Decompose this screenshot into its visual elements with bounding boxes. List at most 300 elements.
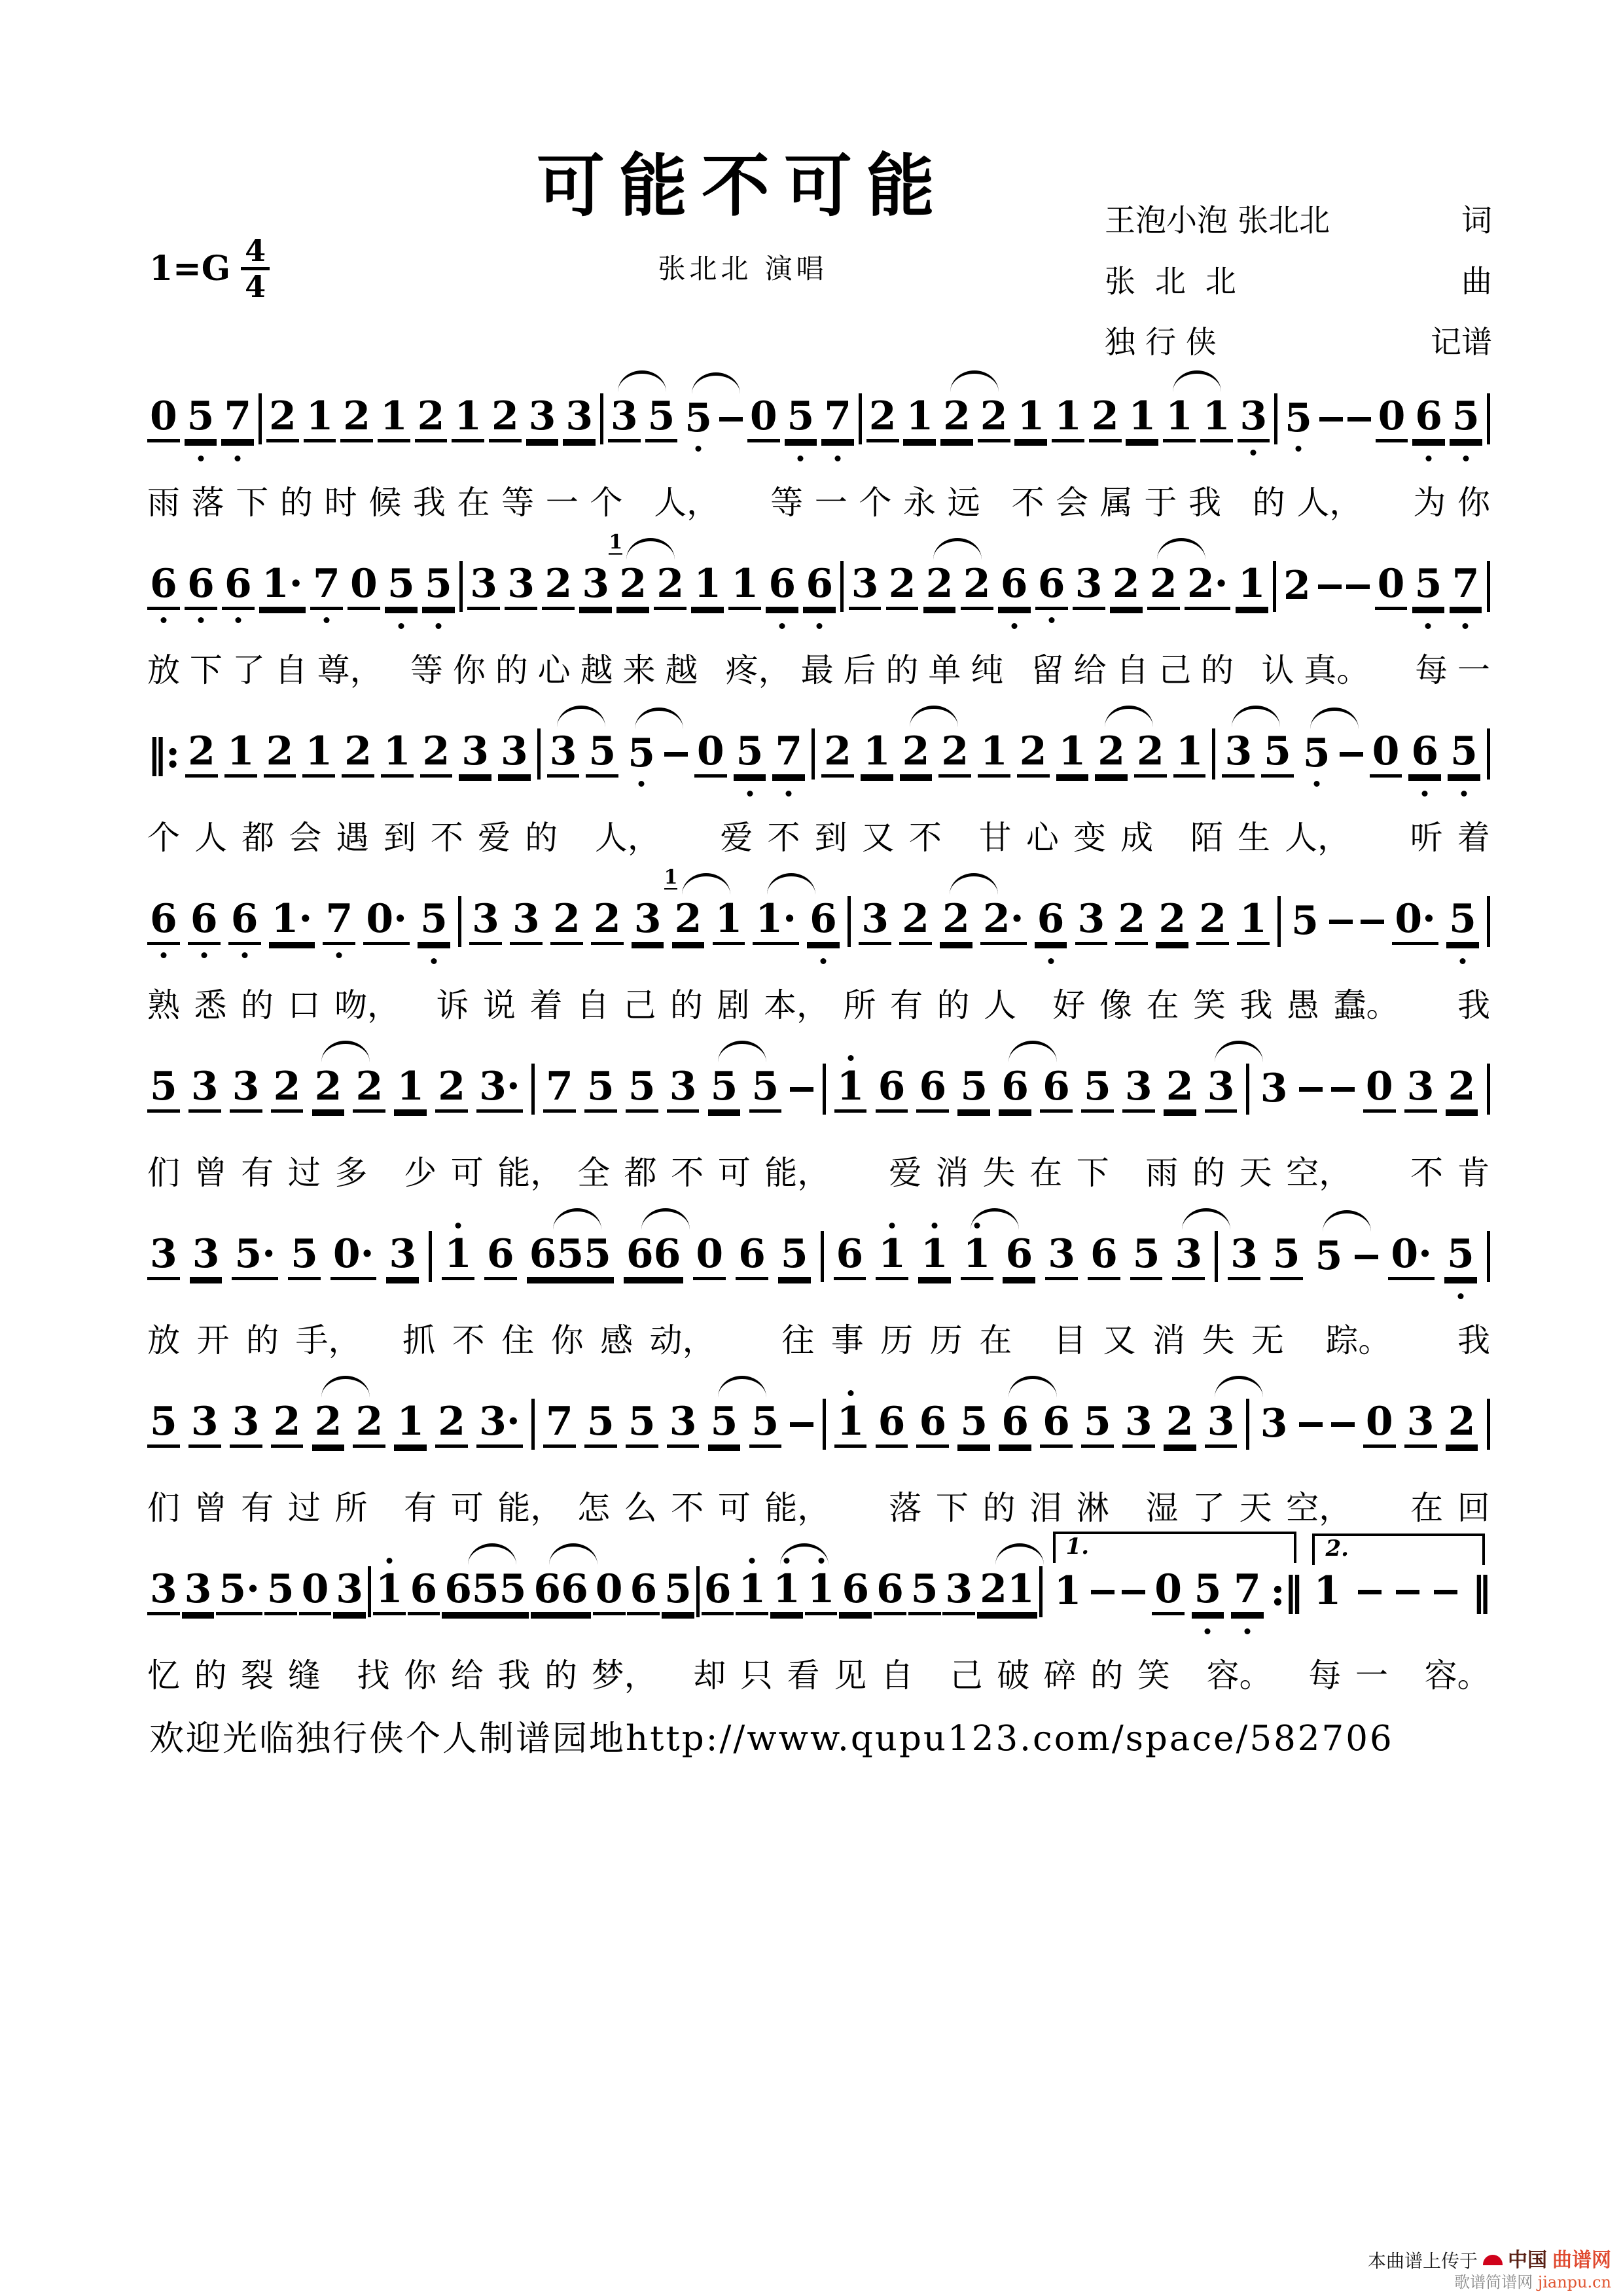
note [147,1233,180,1280]
note-digit: 1 [383,728,411,774]
note [299,1568,332,1615]
note-digit: 6 [1000,561,1028,607]
note-digit: 2 [1019,728,1047,774]
second-underline [422,610,455,613]
note-digit: 0 [595,1566,623,1612]
note [484,1233,517,1280]
note-digit: 1 [444,1231,472,1277]
note [505,563,537,610]
lyric-char: 着 [529,987,563,1024]
note-digit: 0 [150,393,177,439]
second-underline [1450,610,1482,613]
note [778,1233,811,1280]
slur-arc [1157,538,1205,560]
note-digit: 1 [1166,393,1193,439]
note [1115,898,1148,945]
lyric-char [334,1657,343,1695]
second-underline [766,610,798,613]
note-digit: 5 [710,1064,738,1109]
note-digit: 1 [807,1566,835,1612]
note-digit: 6 [486,1231,514,1277]
note-digit: 6 [1001,1399,1029,1444]
measure-segment [147,866,1490,947]
note [469,898,502,945]
lyric-char: 破 [997,1657,1030,1694]
note [1014,395,1047,442]
note [708,1401,741,1448]
note-digit: 1 [878,1231,906,1277]
note [923,563,956,610]
note-digit: 7 [546,1399,573,1444]
note-digit: 5 [420,896,448,942]
note-digit: 3 [470,561,498,607]
lyric-char: 容。 [1424,1657,1490,1694]
slur-arc [718,1041,766,1062]
lyric-char: 又 [861,819,895,856]
note [627,1568,660,1615]
note [188,1401,221,1448]
octave-dot-low [1463,456,1469,461]
slur-arc [618,370,666,392]
barline [1246,1399,1249,1450]
note-digit: 1 [773,1566,800,1612]
lyric-char: 的 [241,987,274,1024]
barline [1039,1566,1043,1617]
octave-dot-low [1459,958,1465,964]
lyric-char: 消 [935,1155,969,1191]
lyric-char: 失 [1202,1322,1235,1359]
note-digit: 1 [863,728,891,774]
note [908,1568,941,1615]
barline [1277,896,1281,947]
duration-dash [1331,1087,1355,1092]
note [1404,1066,1437,1113]
lyric-char: 有 [241,1155,274,1191]
note [691,563,724,610]
measure-segment [147,1566,1043,1617]
lyric-char: 等 [501,484,535,521]
notation-line [147,1389,1490,1460]
note-digit: 5 [1414,561,1442,607]
note-digit: 3 [851,561,879,607]
repeat-barline: :‖ [1270,1569,1302,1615]
lyric-char: 爱 [477,819,510,856]
lyric-char: 单 [928,652,961,689]
lyric-char: 在 [1146,987,1179,1024]
note-digit: 2 [1149,561,1177,607]
note-digit: 2 [656,561,685,607]
note-digit: 6 [704,1566,732,1612]
watermark [1368,2248,1611,2293]
watermark-logo-rest: 曲谱网 [1552,2248,1611,2272]
note [1289,897,1321,944]
note-digit: 5 [780,1231,808,1277]
note-digit: 6 [230,896,259,942]
note-digit: 2 [980,393,1008,439]
lyric-char: 认 [1261,652,1294,689]
lyric-char: 能， [497,1155,563,1191]
note [1040,1066,1073,1113]
note [147,395,180,442]
lyric-char: 不 [767,819,800,856]
duration-dash [1358,1590,1382,1594]
lyric-char: 下 [1076,1155,1109,1191]
note-digit: 3 [1124,1064,1152,1109]
note [489,395,522,442]
note-digit: 5 [150,1399,177,1444]
note [542,563,575,610]
note [593,1568,626,1615]
octave-dot-low [323,617,329,623]
second-underline [1450,442,1482,446]
second-underline [616,610,649,613]
note-digit: 0 [1377,561,1405,607]
lyric-char [927,1657,936,1695]
note [839,1568,872,1615]
note [147,1401,180,1448]
note-digit: 0· [1395,896,1436,942]
note [330,1233,377,1280]
watermark-logo-cn: 中国 [1508,2248,1547,2272]
note [386,1233,419,1280]
note [304,395,336,442]
note [147,1066,180,1113]
second-underline [977,1615,1037,1619]
octave-dot-low [1426,456,1432,461]
lyrics-line [147,1649,1490,1696]
note [147,898,180,945]
lyric-char: 越 [580,652,613,689]
note-digit: 6 [842,1566,870,1612]
lyric-char: 着 [1457,819,1490,856]
lyric-char: 见 [834,1657,867,1694]
composer-credit [1105,257,1492,301]
key-time-signature [149,233,270,304]
note-digit: 5 [1315,1232,1343,1279]
note-digit: 5 [1084,1399,1111,1444]
note-digit: 2 [273,1399,301,1444]
note-digit: 5 [425,561,452,607]
slur-arc [767,873,815,895]
slur-arc [1182,1208,1230,1230]
note [821,395,854,442]
note-digit: 1 [306,393,334,439]
note [1052,395,1084,442]
note [1370,730,1402,778]
note-digit: 2 [1448,1064,1476,1109]
note-digit: 5 [1285,395,1312,441]
note-digit: 1 [1240,896,1267,942]
lyric-char: 历 [929,1322,963,1359]
note-digit: 1· [755,896,797,942]
note [821,730,854,778]
note [1052,1570,1084,1614]
note [1375,563,1408,610]
note-digit: 1 [1058,728,1086,774]
second-underline [998,610,1031,613]
note-digit: 5 [150,1064,177,1109]
note [1126,395,1158,442]
lyric-char: 只 [740,1657,773,1694]
second-underline [498,778,531,781]
barline [696,1566,700,1617]
note [527,1233,614,1280]
lyric-char: 我 [1188,484,1222,521]
second-underline [1014,442,1047,446]
note-digit: 3 [512,896,540,942]
octave-dot-low [336,952,342,958]
note [803,563,836,610]
note-digit: 5 [710,1399,738,1444]
note-digit: 3 [150,1566,177,1612]
note [353,1401,385,1448]
lyric-char: 一 [545,484,579,521]
barline [812,728,815,780]
lyric-char: 口 [287,987,321,1024]
lyric-char: 过 [287,1490,321,1526]
barline [1212,728,1215,780]
barline [1215,1231,1218,1282]
note [190,1233,223,1280]
note [394,1401,427,1448]
duration-dash [1122,1590,1145,1594]
note [232,1233,278,1280]
note [1446,1066,1478,1113]
note [942,1568,975,1615]
note [312,1401,345,1448]
score-line [147,346,1490,521]
second-underline [386,1280,419,1283]
note-digit: 6 [768,561,796,607]
lyric-char: 住 [501,1322,535,1359]
note [999,1401,1031,1448]
lyric-char: 心 [1026,819,1059,856]
measure-segment [147,1399,1490,1450]
note-digit: 6 [1005,1231,1033,1277]
lyric-char: 了 [1192,1490,1226,1526]
lyric-char: 无 [1251,1322,1284,1359]
note [498,730,531,778]
note [1222,730,1255,778]
lyric-char: 看 [787,1657,820,1694]
watermark-site-name: 歌谱简谱网 [1454,2273,1533,2291]
lyric-char: 的 [982,1490,1016,1526]
lyric-char: 在 [1410,1490,1444,1526]
note [1172,1233,1205,1280]
note [998,563,1031,610]
lyric-char: 可 [717,1155,751,1191]
lyric-char: 纯 [971,652,1004,689]
transcriber-role: 记谱 [1431,325,1492,361]
note [1205,1401,1238,1448]
lyric-char: 能， [497,1490,563,1526]
note [584,1401,617,1448]
second-underline [1412,610,1445,613]
duration-dash [790,1087,813,1092]
note-digit: 1 [836,1064,865,1109]
repeat-barline: ‖: [147,731,179,777]
lyric-char: 己 [623,987,656,1024]
note [230,1066,262,1113]
note-digit: 7 [312,561,340,607]
note-digit: 5 [685,395,712,441]
note [312,1066,345,1113]
note [693,1233,726,1280]
notation-line [147,866,1490,957]
note [348,563,380,610]
second-underline [312,1448,345,1451]
note [682,397,715,441]
lyric-char: 的 [1252,484,1285,521]
note [185,395,217,442]
note-digit: 6 [806,561,834,607]
barline [458,896,461,947]
note-digit: 3 [1406,1064,1435,1109]
note-digit: 7 [775,728,803,774]
note-digit: 0 [696,728,724,774]
note [264,730,296,778]
second-underline [999,1448,1031,1451]
note-digit: 5 [1264,728,1291,774]
lyric-char: 历 [880,1322,914,1359]
second-underline [957,1448,990,1451]
octave-dot-high [455,1223,461,1229]
note [874,1568,906,1615]
octave-dot-low [696,446,702,452]
note [452,395,484,442]
second-underline [1095,778,1128,781]
lyric-char: 手， [295,1322,361,1359]
note [353,1066,385,1113]
note [415,395,448,442]
note [543,1401,576,1448]
note-digit: 0 [1372,728,1400,774]
second-underline [442,1615,529,1619]
note [476,1066,523,1113]
lyric-char: 能， [764,1155,830,1191]
lyric-char: 人， [1296,484,1363,521]
lyric-char: 雨 [1145,1155,1179,1191]
note-digit: 2 [552,896,580,942]
note-digit: 5 [664,1566,692,1612]
note-digit: 3 [192,1231,220,1277]
lyric-char: 目 [1053,1322,1086,1359]
note-digit: 3 [1260,1065,1288,1111]
note [224,730,257,778]
note [900,730,933,778]
barline [537,728,541,780]
note [591,898,624,945]
lyric-char: 回 [1457,1490,1490,1526]
slur-arc [1008,1041,1057,1062]
note-digit: 1 [305,728,333,774]
lyric-char: 消 [1152,1322,1185,1359]
lyric-char: 找 [357,1657,390,1694]
note-digit: 5 [1450,728,1478,774]
note-digit: 6 [150,561,177,607]
barline [1487,1064,1490,1115]
note [271,1401,304,1448]
note-digit: 6 [1037,896,1065,942]
note [1040,1401,1073,1448]
note [420,730,453,778]
singer-credit: 张北北 演唱 [658,253,828,285]
second-underline [1408,778,1441,781]
slur-arc [1232,706,1280,727]
note-digit: 2 [1097,728,1125,774]
lyric-char: 往 [781,1322,815,1359]
note [147,1568,180,1615]
note-digit: 3 [549,728,577,774]
octave-dot-low [1457,1293,1463,1299]
slur-arc [1310,708,1359,729]
barline [368,1566,371,1617]
note-digit: 5 [1084,1064,1111,1109]
slur-arc [635,708,683,729]
lyric-char: 不 [671,1490,704,1526]
lyric-char: 尊， [317,652,383,689]
note-digit: 0 [1365,1399,1393,1444]
note-digit: 6 [1411,728,1439,774]
second-underline [418,945,450,948]
note-digit: 2 [888,561,916,607]
note-digit: 5 [1272,1231,1300,1277]
note [886,563,919,610]
lyric-char: 自 [880,1657,914,1694]
lyric-char: 事 [830,1322,864,1359]
note [849,563,882,610]
lyric-char: 愚 [1287,987,1319,1024]
note-digit: 2 [343,393,371,439]
note-digit: 7 [546,1064,573,1109]
lyric-char: 属 [1099,484,1133,521]
note [624,1233,684,1280]
note-digit: 3 [1075,561,1103,607]
volta-segment [1311,1535,1490,1615]
note-digit: 3 [528,393,556,439]
note-digit: 2 [619,561,647,607]
note-digit: 6 [836,1231,864,1277]
note-digit: 3 [1077,896,1105,942]
note-digit: 6 [1043,1064,1070,1109]
note [1363,1066,1396,1113]
note-digit: 2 [1158,896,1186,942]
note-digit: 2· [1186,561,1228,607]
note-digit: 3 [945,1566,973,1612]
note-digit: 3 [861,896,889,942]
lyric-char: 像 [1099,987,1132,1024]
lyric-char: 我 [497,1657,531,1694]
lyric-char: 有 [890,987,923,1024]
lyric-char: 说 [483,987,516,1024]
note-digit: 2 [824,728,851,774]
lyric-char: 抓 [402,1322,436,1359]
lyricist-role: 词 [1461,203,1492,239]
duration-dash [1361,920,1384,924]
octave-dot-low [817,623,823,629]
note-digit: 1 [397,1399,425,1444]
slur-arc [718,1376,766,1397]
note-digit: 5 [787,393,815,439]
second-underline [1035,945,1067,948]
octave-dot-low [821,958,827,964]
note-digit: 1 [1054,1568,1082,1614]
octave-dot-low [1313,781,1319,787]
note-digit: 3 [190,1064,219,1109]
note-digit: 5 [647,393,675,439]
second-underline [1444,1280,1477,1283]
duration-dash [1434,1590,1457,1594]
